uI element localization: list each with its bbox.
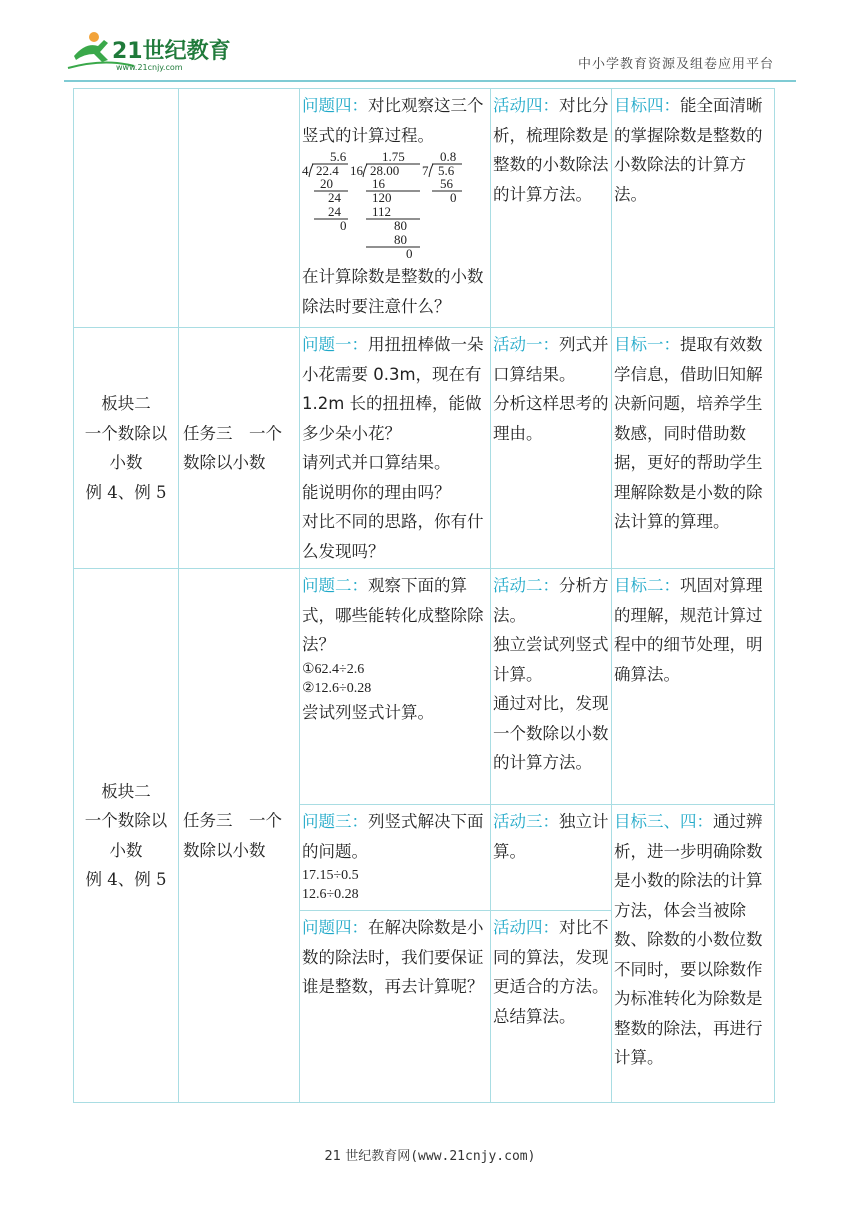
lesson-table xyxy=(73,88,775,1103)
problem-text: 用扭扭棒做一朵小花需要 0.3m，现在有 1.2m 长的扭扭棒，能做多少朵小花？ xyxy=(302,335,484,443)
task-cell xyxy=(179,328,300,569)
activity-cell xyxy=(491,89,612,328)
problem-text: 在解决除数是小数的除法时，我们要保证谁是整数，再去计算呢？ xyxy=(302,918,484,996)
site-logo xyxy=(64,28,234,74)
page-footer xyxy=(0,1145,860,1164)
div1-step: 20 xyxy=(320,176,333,191)
problem-text: 对比观察这三个竖式的计算过程。 xyxy=(302,96,484,145)
activity-label: 活动四： xyxy=(493,918,559,937)
module-cell xyxy=(74,569,179,1103)
problem-text: 列竖式解决下面的问题。 xyxy=(302,812,484,861)
div2-step: 80 xyxy=(394,218,407,233)
div1-quotient: 5.6 xyxy=(330,150,347,164)
div3-dividend: 5.6 xyxy=(438,163,455,178)
activity-label: 活动一： xyxy=(493,335,559,354)
problem-two xyxy=(300,569,490,805)
activity-text: 列式并口算结果。 xyxy=(493,335,609,384)
expression: ①62.4÷2.6 xyxy=(302,661,365,677)
div2-step: 120 xyxy=(372,190,392,205)
div3-divisor: 7 xyxy=(422,163,429,178)
task-cell-empty xyxy=(179,89,300,328)
table-row xyxy=(74,89,775,328)
div2-step: 16 xyxy=(372,176,385,191)
activity-line: 分析这样思考的理由。 xyxy=(493,394,609,443)
logo-text: 21世纪教育 xyxy=(112,39,231,64)
module-cell xyxy=(74,328,179,569)
problem-line: 对比不同的思路，你有什么发现吗？ xyxy=(302,512,484,561)
div2-quotient: 1.75 xyxy=(382,150,405,164)
activity-text: 对比分析，梳理除数是整数的小数除法的计算方法。 xyxy=(493,96,609,204)
problem-four xyxy=(300,911,490,1004)
problem-line: 请列式并口算结果。 xyxy=(302,453,451,472)
problem-label: 问题三： xyxy=(302,812,368,831)
div3-step: 0 xyxy=(450,190,457,205)
module-line: 一个数除以 xyxy=(84,423,168,443)
problem-label: 问题四： xyxy=(302,918,368,937)
module-line: 小数 xyxy=(109,840,143,860)
problem-line: 尝试列竖式计算。 xyxy=(302,702,434,722)
goal-text: 通过辨析，进一步明确除数是小数的除法的计算方法，体会当被除数、除数的小数位数不同时，要以除数作为标准转化为除数是整数的除法，再进行计算。 xyxy=(614,812,763,1067)
goal-cell xyxy=(612,328,775,569)
div2-step: 112 xyxy=(372,204,392,219)
goal-cell xyxy=(612,89,775,328)
expression: 17.15÷0.5 xyxy=(302,868,359,883)
activity-four xyxy=(491,911,611,1033)
problem-cell xyxy=(300,89,491,328)
activity-label: 活动三： xyxy=(493,812,559,831)
div1-divisor: 4 xyxy=(302,163,309,178)
goal-text: 巩固对算理的理解，规范计算过程中的细节处理，明确算法。 xyxy=(614,576,763,684)
problem-line: 能说明你的理由吗？ xyxy=(302,482,451,502)
goal-text: 提取有效数学信息，借助旧知解决新问题，培养学生数感，同时借助数据，更好的帮助学生理解除数是小数的除法计算的算理。 xyxy=(614,335,763,531)
module-cell-empty xyxy=(74,89,179,328)
task-text: 任务三 一个数除以小数 xyxy=(183,423,282,472)
logo-url: www.21cnjy.com xyxy=(116,63,183,72)
div2-step: 80 xyxy=(394,232,407,247)
footer-site: 21 世纪教育网 xyxy=(324,1149,411,1164)
goal-label: 目标一： xyxy=(614,335,680,354)
problem-three xyxy=(300,805,490,911)
module-line: 一个数除以 xyxy=(84,811,168,830)
activity-cell xyxy=(491,328,612,569)
div2-divisor: 16 xyxy=(350,163,363,178)
platform-title: 中小学教育资源及组卷应用平台 xyxy=(577,57,774,72)
activity-line: 总结算法。 xyxy=(493,1006,576,1026)
problem-text: 观察下面的算式，哪些能转化成整除除法？ xyxy=(302,576,484,654)
task-text: 任务三 一个数除以小数 xyxy=(183,811,282,860)
activity-text: 对比不同的算法，发现更适合的方法。 xyxy=(493,918,609,996)
goal-label: 目标三、四： xyxy=(614,812,713,831)
activity-label: 活动四： xyxy=(493,96,559,115)
goal-three-four xyxy=(612,805,774,1075)
activity-text: 独立计算。 xyxy=(493,812,609,861)
div3-step: 56 xyxy=(440,176,453,191)
module-line: 例 4、例 5 xyxy=(85,482,167,502)
div1-step: 24 xyxy=(328,190,341,205)
problem-label: 问题一： xyxy=(302,335,368,354)
expression: 12.6÷0.28 xyxy=(302,887,359,902)
activity-text: 分析方法。 xyxy=(493,576,609,625)
header-divider xyxy=(64,80,796,82)
goal-label: 目标四： xyxy=(614,96,680,115)
problem-cell xyxy=(300,328,491,569)
goal-text: 能全面清晰的掌握除数是整数的小数除法的计算方法。 xyxy=(614,96,763,204)
activity-line: 独立尝试列竖式计算。 xyxy=(493,635,609,684)
goal-label: 目标二： xyxy=(614,576,680,595)
task-cell xyxy=(179,569,300,1103)
div1-dividend: 22.4 xyxy=(316,163,339,178)
activity-two xyxy=(491,569,611,805)
div1-step: 24 xyxy=(328,204,341,219)
div3-quotient: 0.8 xyxy=(440,150,457,164)
footer-url: (www.21cnjy.com) xyxy=(410,1149,536,1164)
activity-line: 通过对比，发现一个数除以小数的计算方法。 xyxy=(493,694,609,772)
problem-label: 问题四： xyxy=(302,96,368,115)
div2-step: 0 xyxy=(406,246,413,261)
problem-cell xyxy=(300,569,491,1103)
goal-two xyxy=(612,569,774,805)
activity-label: 活动二： xyxy=(493,576,559,595)
problem-label: 问题二： xyxy=(302,576,368,595)
activity-cell xyxy=(491,569,612,1103)
module-line: 例 4、例 5 xyxy=(85,870,167,889)
problem-text-2: 在计算除数是整数的小数除法时要注意什么？ xyxy=(302,267,484,316)
table-row xyxy=(74,328,775,569)
table-row xyxy=(74,569,775,1103)
module-line: 板块二 xyxy=(101,781,151,801)
module-line: 板块二 xyxy=(101,394,151,413)
long-division-figures xyxy=(302,150,482,262)
goal-cell xyxy=(612,569,775,1103)
div2-dividend: 28.00 xyxy=(370,163,400,178)
expression: ②12.6÷0.28 xyxy=(302,680,372,696)
div1-step: 0 xyxy=(340,218,347,233)
activity-three xyxy=(491,805,611,911)
module-line: 小数 xyxy=(109,453,143,472)
